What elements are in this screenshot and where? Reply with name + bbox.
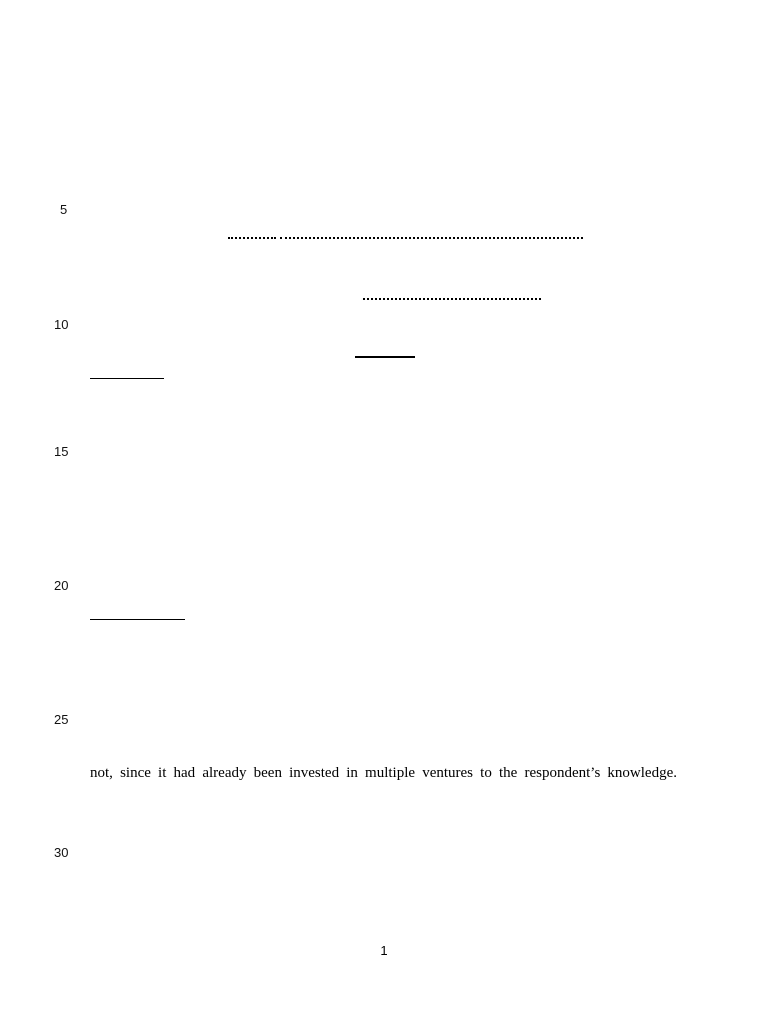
redaction-dotted-line-short: [228, 237, 276, 239]
line-number-10: 10: [54, 317, 69, 332]
line-number-25: 25: [54, 712, 69, 727]
line-number-5: 5: [60, 202, 68, 217]
line-number-20: 20: [54, 578, 69, 593]
line-number-15: 15: [54, 444, 69, 459]
page-number: 1: [380, 943, 388, 958]
redaction-dotted-line-long: [280, 237, 583, 239]
paragraph-line: not, since it had already been invested in multiple ventures to the respondent’s knowledge.: [90, 765, 677, 781]
footnote-rule-short: [90, 378, 164, 379]
heading-underline-rule: [355, 356, 415, 358]
line-number-30: 30: [54, 845, 69, 860]
footnote-rule-long: [90, 619, 185, 620]
redaction-dotted-line-center: [363, 298, 541, 300]
